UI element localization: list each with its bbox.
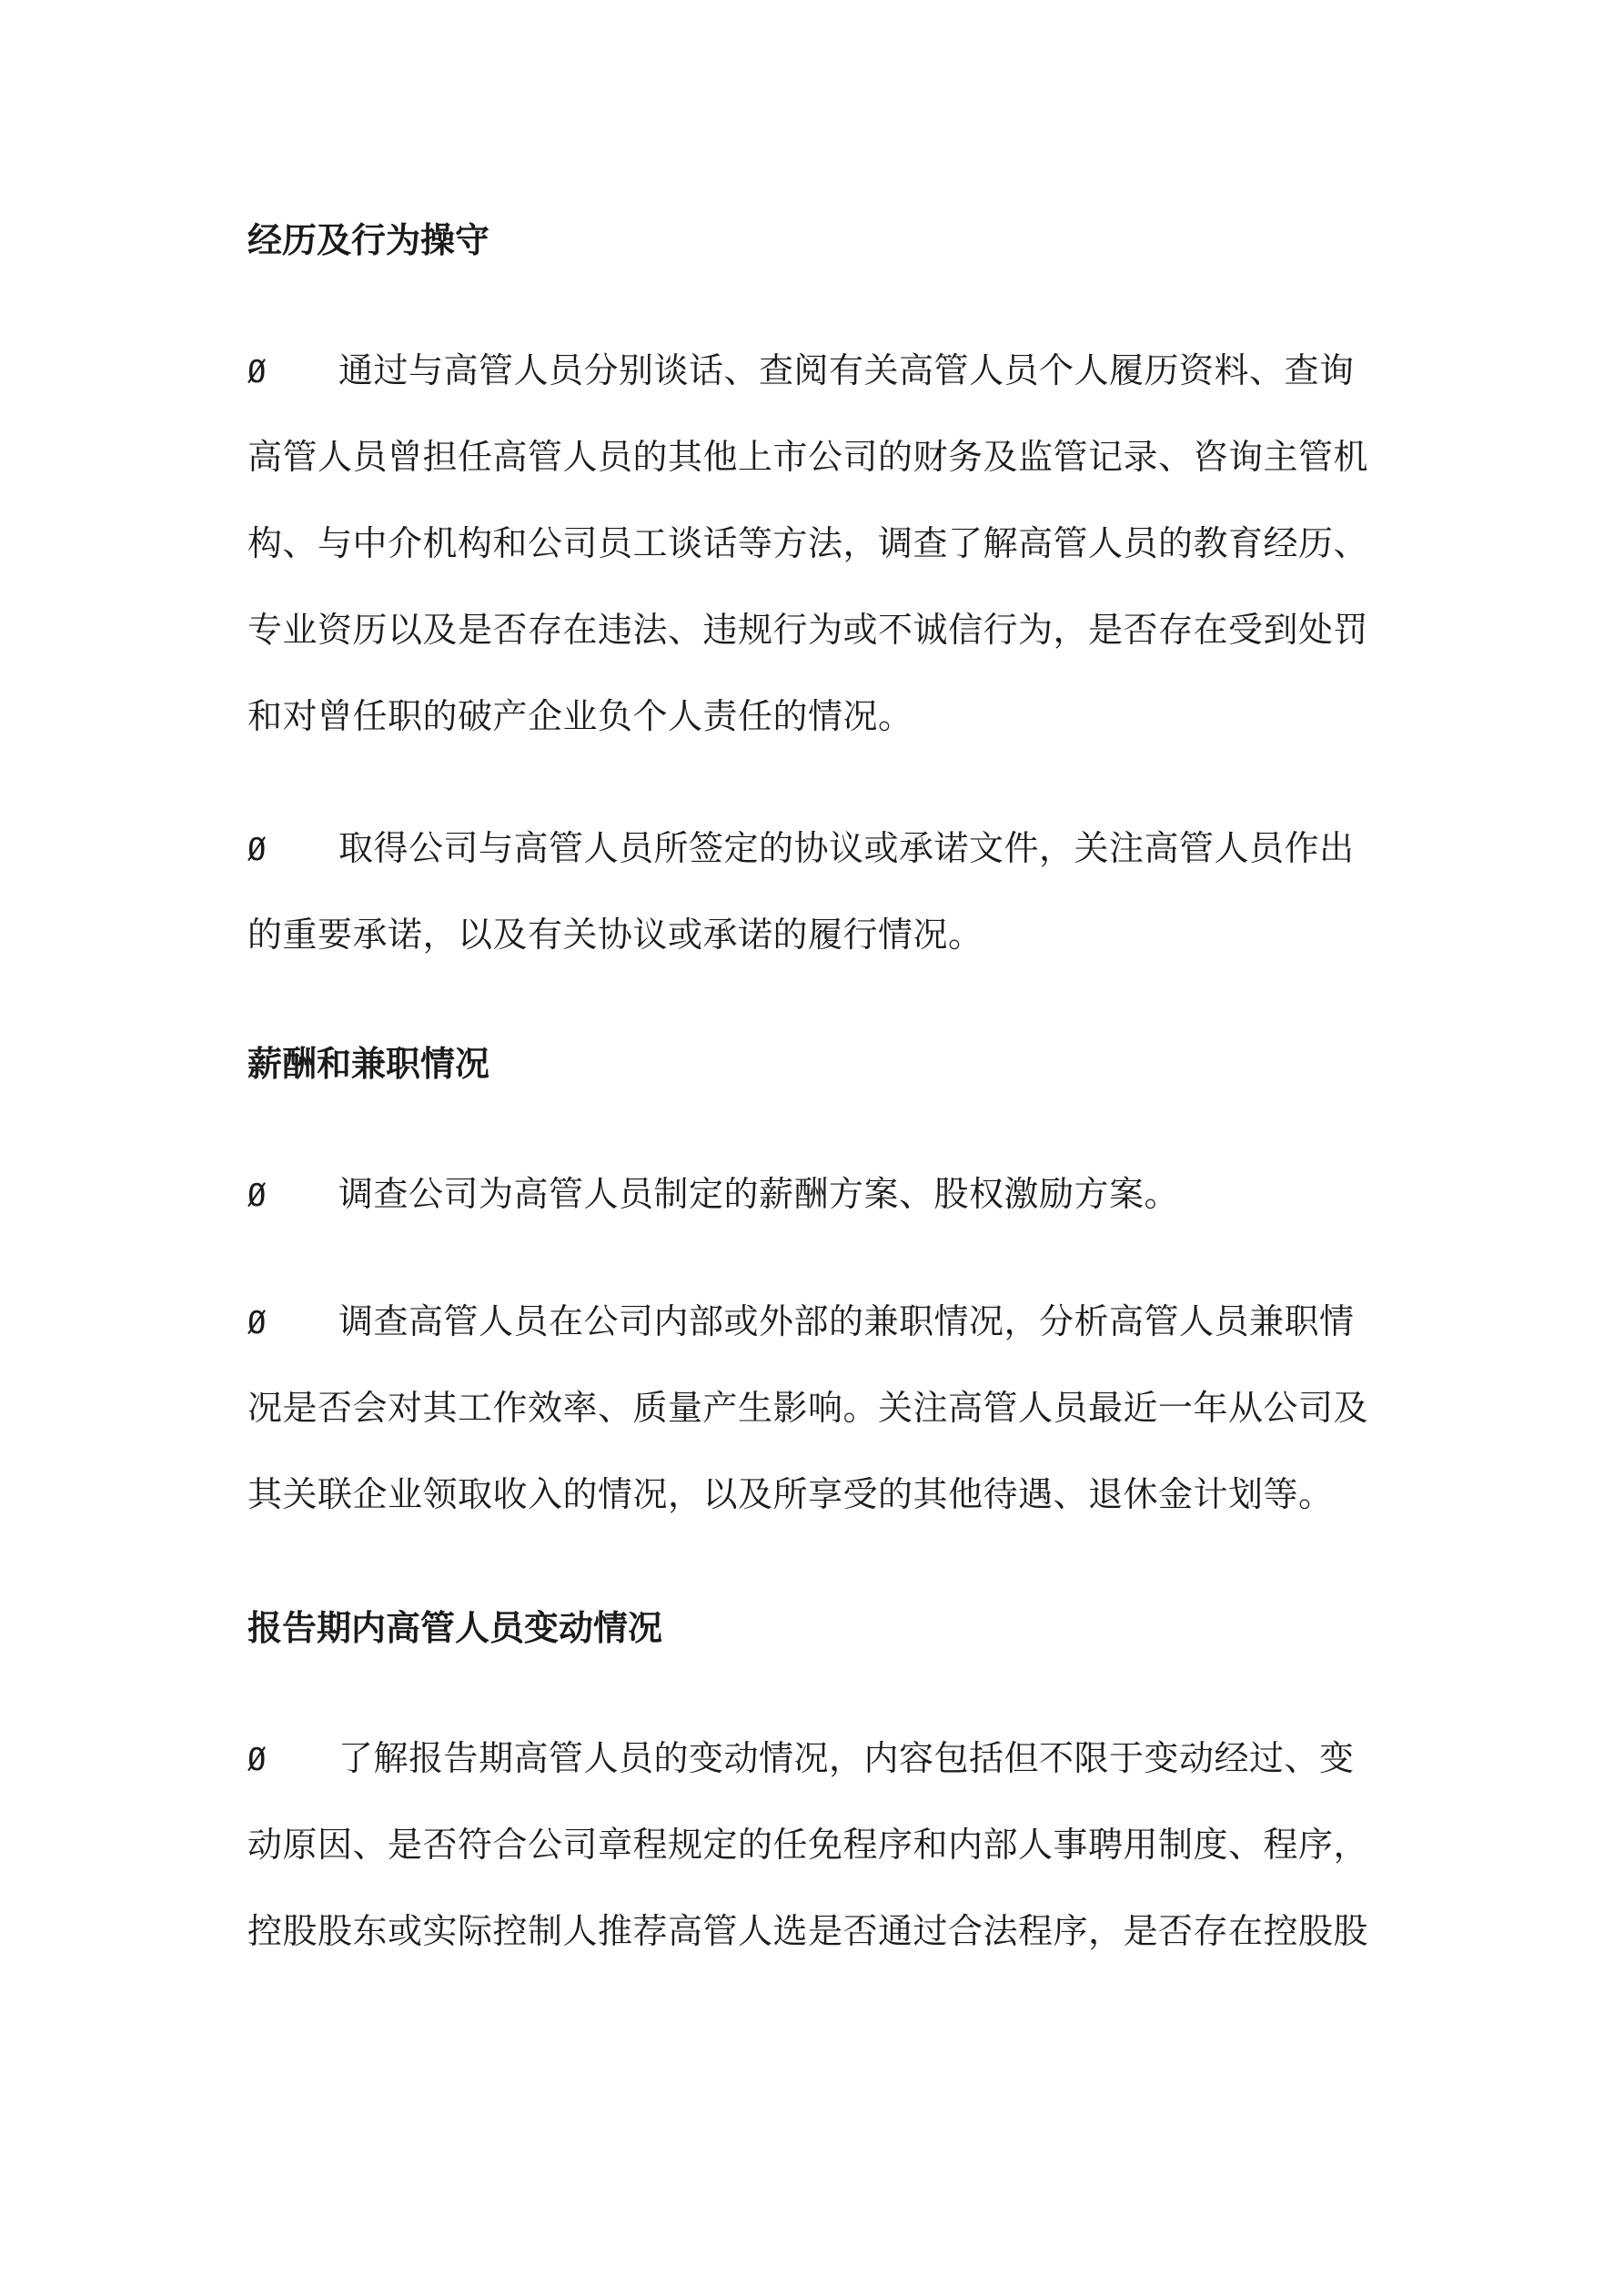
section-heading-compensation: 薪酬和兼职情况 bbox=[247, 1044, 490, 1084]
paragraph-line: 构、与中介机构和公司员工谈话等方法，调查了解高管人员的教育经历、 bbox=[247, 523, 1369, 563]
bullet-paragraph bbox=[247, 1151, 1394, 1238]
paragraph-line: 控股股东或实际控制人推荐高管人选是否通过合法程序，是否存在控股股 bbox=[247, 1911, 1369, 1951]
paragraph-line: Ø 调查公司为高管人员制定的薪酬方案、股权激励方案。 bbox=[247, 1151, 1394, 1238]
bullet-symbol: Ø bbox=[247, 1178, 267, 1214]
paragraph-line: 其关联企业领取收入的情况，以及所享受的其他待遇、退休金计划等。 bbox=[247, 1474, 1334, 1514]
bullet-symbol: Ø bbox=[247, 1305, 267, 1341]
paragraph-line: 的重要承诺，以及有关协议或承诺的履行情况。 bbox=[247, 915, 983, 955]
bullet-paragraph bbox=[247, 328, 1394, 760]
paragraph-line: 专业资历以及是否存在违法、违规行为或不诚信行为，是否存在受到处罚 bbox=[247, 610, 1369, 650]
paragraph-line: Ø 了解报告期高管人员的变动情况，内容包括但不限于变动经过、变 bbox=[247, 1715, 1394, 1802]
section-heading-personnel-changes: 报告期内高管人员变动情况 bbox=[247, 1608, 663, 1648]
bullet-symbol: Ø bbox=[247, 354, 267, 390]
paragraph-line: 动原因、是否符合公司章程规定的任免程序和内部人事聘用制度、程序， bbox=[247, 1825, 1369, 1865]
paragraph-line: 和对曾任职的破产企业负个人责任的情况。 bbox=[247, 696, 913, 736]
bullet-symbol: Ø bbox=[247, 1742, 267, 1778]
paragraph-line: Ø 通过与高管人员分别谈话、查阅有关高管人员个人履历资料、查询 bbox=[247, 328, 1394, 414]
section-heading-experience: 经历及行为操守 bbox=[247, 220, 490, 260]
bullet-paragraph bbox=[247, 1715, 1394, 1975]
paragraph-line: Ø 调查高管人员在公司内部或外部的兼职情况，分析高管人员兼职情 bbox=[247, 1279, 1394, 1365]
bullet-paragraph bbox=[247, 1279, 1394, 1538]
bullet-paragraph bbox=[247, 805, 1394, 978]
paragraph-line: 况是否会对其工作效率、质量产生影响。关注高管人员最近一年从公司及 bbox=[247, 1388, 1369, 1428]
paragraph-line: Ø 取得公司与高管人员所签定的协议或承诺文件，关注高管人员作出 bbox=[247, 805, 1394, 892]
paragraph-line: 高管人员曾担任高管人员的其他上市公司的财务及监管记录、咨询主管机 bbox=[247, 437, 1369, 477]
bullet-symbol: Ø bbox=[247, 832, 267, 868]
